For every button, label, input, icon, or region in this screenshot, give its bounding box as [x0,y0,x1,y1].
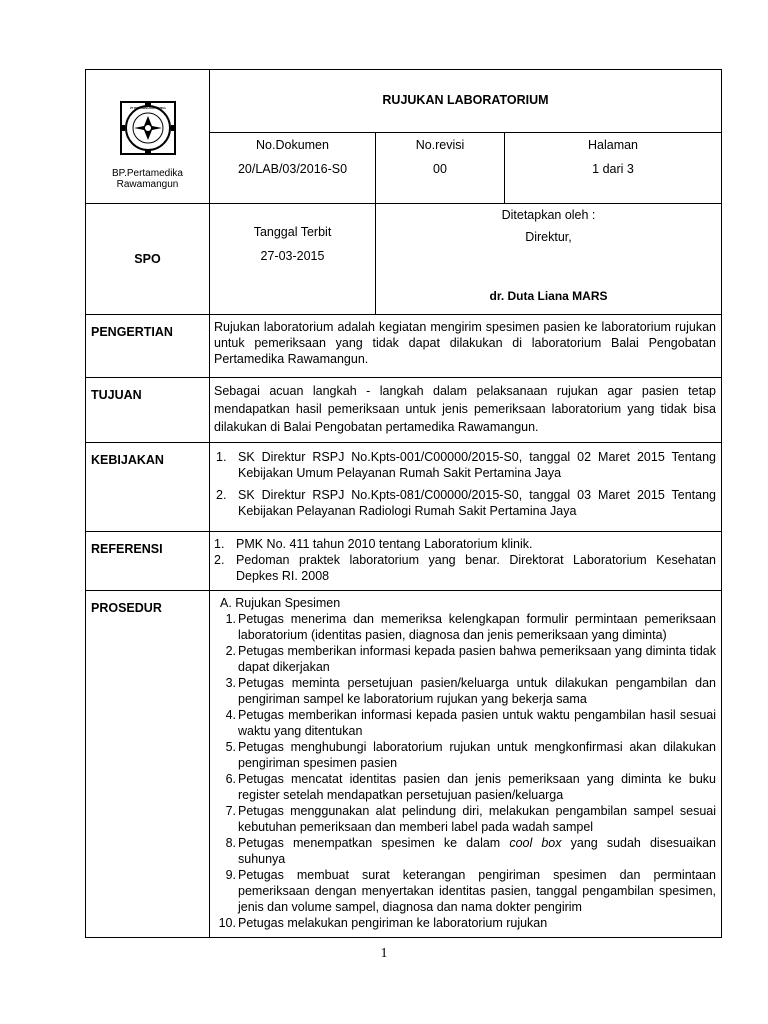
document-title: RUJUKAN LABORATORIUM [210,70,722,133]
prosedur-item: 7. Petugas menggunakan alat pelindung diri, melakukan pengambilan sampel sesuai kebutuhan pemeriksaan dan memberi label pada wadah sampel [225,804,716,834]
prosedur-item: 2. Petugas memberikan informasi kepada pasien bahwa pemeriksaan yang diminta tidak dapat dikerjakan [225,644,716,674]
spo-document-table [85,69,722,938]
referensi-label: REFERENSI [86,532,210,591]
no-dokumen-label: No.Dokumen [256,138,329,152]
prosedur-item: 3. Petugas meminta persetujuan pasien/keluarga untuk dilakukan pengambilan dan pengiriman sampel ke laboratorium rujukan yang bekerja sama [225,676,716,706]
prosedur-section-a: A. Rujukan Spesimen [220,596,341,610]
no-revisi-label: No.revisi [415,138,465,152]
tanggal-terbit-label: Tanggal Terbit [253,225,332,239]
no-dokumen-value: 20/LAB/03/2016-S0 [237,162,348,176]
page-number: 1 [380,946,388,961]
pengertian-label: PENGERTIAN [86,315,210,378]
kebijakan-label: KEBIJAKAN [86,443,210,532]
spo-label: SPO [86,204,210,315]
prosedur-item: 8. Petugas menempatkan spesimen ke dalam cool box yang sudah disesuaikan suhunya [225,836,716,866]
halaman-label: Halaman [587,138,639,152]
org-name-line2: Rawamangun [116,179,179,190]
kebijakan-list [214,449,716,519]
halaman-cell [505,133,722,204]
kebijakan-item: 2. SK Direktur RSPJ No.Kpts-081/C00000/2015-S0, tanggal 03 Maret 2015 Tentang Kebijakan Pelayanan Radiologi Rumah Sakit Pertamina Jaya [216,488,716,518]
referensi-item: 1. PMK No. 411 tahun 2010 tentang Laboratorium klinik. [214,537,533,551]
prosedur-item: 6. Petugas mencatat identitas pasien dan jenis pemeriksaan yang diminta ke buku register setelah mendapatkan persetujuan pasien/keluarga [225,772,716,802]
tujuan-text: Sebagai acuan langkah - langkah dalam pelaksanaan rujukan agar pasien tetap mendapatkan hasil pemeriksaan untuk jenis pemeriksaan laboratorium yang tidak bisa dilakukan di Balai Pengobatan pertamedika Rawamangun. [214,384,716,434]
tujuan-label: TUJUAN [86,378,210,443]
pertamedika-logo-icon [115,98,181,158]
kebijakan-content [210,443,722,532]
tanggal-terbit-cell [210,204,376,315]
no-revisi-cell [376,133,505,204]
prosedur-item: 1. Petugas menerima dan memeriksa kelengkapan formulir permintaan pemeriksaan laboratorium (identitas pasien, diagnosa dan jenis pemeriksaan yang diminta) [225,612,716,642]
referensi-list [214,536,716,584]
pengertian-text: Rujukan laboratorium adalah kegiatan mengirim spesimen pasien ke laboratorium rujukan untuk pemeriksaan yang tidak dapat dilakukan di laboratorium Balai Pengobatan Pertamedika Rawamangun. [214,320,716,366]
ditetapkan-label: Ditetapkan oleh : [501,208,596,222]
svg-text:PT PERTAMINA BINA MEDIKA: PT PERTAMINA BINA MEDIKA [129,107,166,110]
pengertian-content [210,315,722,378]
prosedur-label: PROSEDUR [86,591,210,938]
signatory-name: dr. Duta Liana MARS [489,289,608,303]
no-revisi-value: 00 [433,162,447,176]
prosedur-content [210,591,722,938]
tanggal-terbit-value: 27-03-2015 [260,249,325,263]
logo-cell [86,70,210,204]
ditetapkan-cell [376,204,722,315]
prosedur-list [214,611,716,931]
jabatan-label: Direktur, [525,230,572,244]
tujuan-content [210,378,722,443]
referensi-content [210,532,722,591]
prosedur-item: 4. Petugas memberikan informasi kepada pasien untuk waktu pengambilan hasil sesuai waktu yang ditentukan [225,708,716,738]
no-dokumen-cell [210,133,376,204]
prosedur-item: 5. Petugas menghubungi laboratorium rujukan untuk mengkonfirmasi akan dilakukan pengiriman spesimen pasien [225,740,716,770]
prosedur-item: 9. Petugas membuat surat keterangan pengiriman spesimen dan permintaan pemeriksaan dengan menyertakan identitas pasien, tanggal pengambilan spesimen, jenis dan volume sampel, diagnosa dan nama dokter pengirim [225,868,716,914]
referensi-item: 2. Pedoman praktek laboratorium yang benar. Direktorat Laboratorium Kesehatan Depkes RI. 2008 [214,553,716,583]
org-name-line1: BP.Pertamedika [112,168,183,179]
halaman-value: 1 dari 3 [592,162,634,176]
prosedur-item: 10. Petugas melakukan pengiriman ke laboratorium rujukan [218,916,548,930]
kebijakan-item: 1. SK Direktur RSPJ No.Kpts-001/C00000/2015-S0, tanggal 02 Maret 2015 Tentang Kebijakan Umum Pelayanan Rumah Sakit Pertamina Jaya [216,450,716,480]
